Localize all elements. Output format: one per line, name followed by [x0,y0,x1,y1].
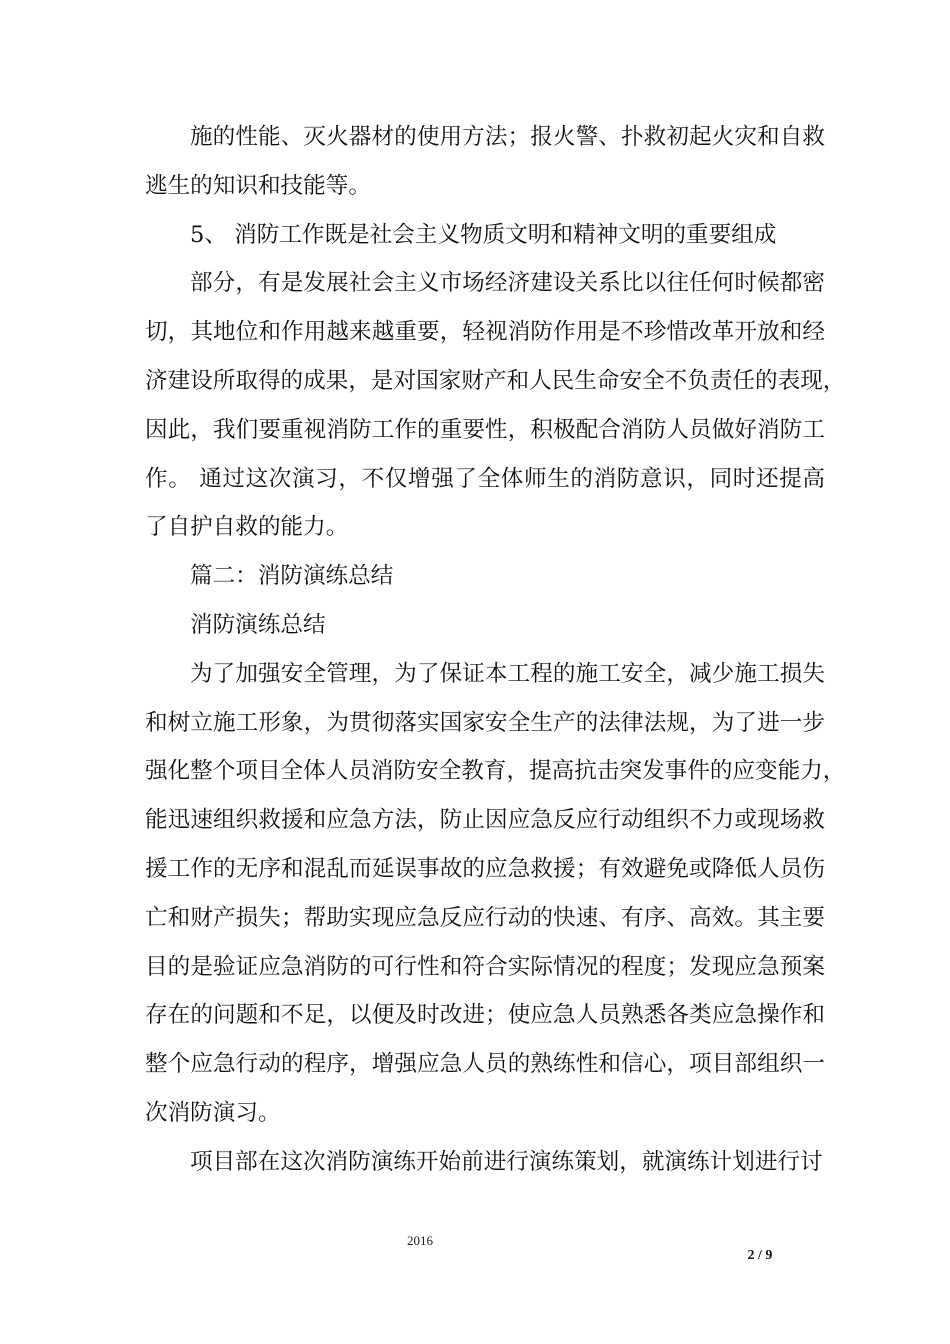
text-line: 次消防演习。 [145,1099,281,1126]
text-line: 施的性能、灭火器材的使用方法；报火警、扑救初起火灾和自救 [190,124,825,150]
footer-year: 2016 [407,1233,433,1248]
text-line: 济建设所取得的成果，是对国家财产和人民生命安全不负责任的表现， [145,367,846,394]
document-body [145,113,846,1187]
text-line: 因此，我们要重视消防工作的重要性，积极配合消防人员做好消防工 [145,416,825,443]
text-line: 援工作的无序和混乱而延误事故的应急救援；有效避免或降低人员伤 [145,855,825,882]
text-line: 为了加强安全管理，为了保证本工程的施工安全，减少施工损失 [190,660,825,687]
text-line: 项目部在这次消防演练开始前进行演练策划，就演练计划进行讨 [190,1148,823,1175]
text-line: 作。 通过这次演习，不仅增强了全体师生的消防意识，同时还提高 [145,465,825,492]
text-line: 篇二：消防演练总结 [190,563,394,590]
text-line: 5、 消防工作既是社会主义物质文明和精神文明的重要组成 [190,221,777,248]
text-line: 部分，有是发展社会主义市场经济建设关系比以往任何时候都密 [190,270,825,297]
page-number: 2 / 9 [747,1248,773,1263]
text-line: 了自护自救的能力。 [145,514,349,541]
text-line: 能迅速组织救援和应急方法，防止因应急反应行动组织不力或现场救 [145,807,825,834]
text-line: 亡和财产损失；帮助实现应急反应行动的快速、有序、高效。其主要 [145,904,825,931]
text-line: 逃生的知识和技能等。 [145,172,371,199]
text-line: 强化整个项目全体人员消防安全教育，提高抗击突发事件的应变能力， [145,758,846,785]
text-line: 整个应急行动的程序，增强应急人员的熟练性和信心，项目部组织一 [145,1051,825,1078]
text-line: 消防演练总结 [190,611,326,638]
text-line: 和树立施工形象，为贯彻落实国家安全生产的法律法规，为了进一步 [145,709,825,736]
text-line: 存在的问题和不足，以便及时改进；使应急人员熟悉各类应急操作和 [145,1002,825,1029]
text-line: 切，其地位和作用越来越重要，轻视消防作用是不珍惜改革开放和经 [145,319,825,346]
text-line: 目的是验证应急消防的可行性和符合实际情况的程度；发现应急预案 [145,953,825,980]
